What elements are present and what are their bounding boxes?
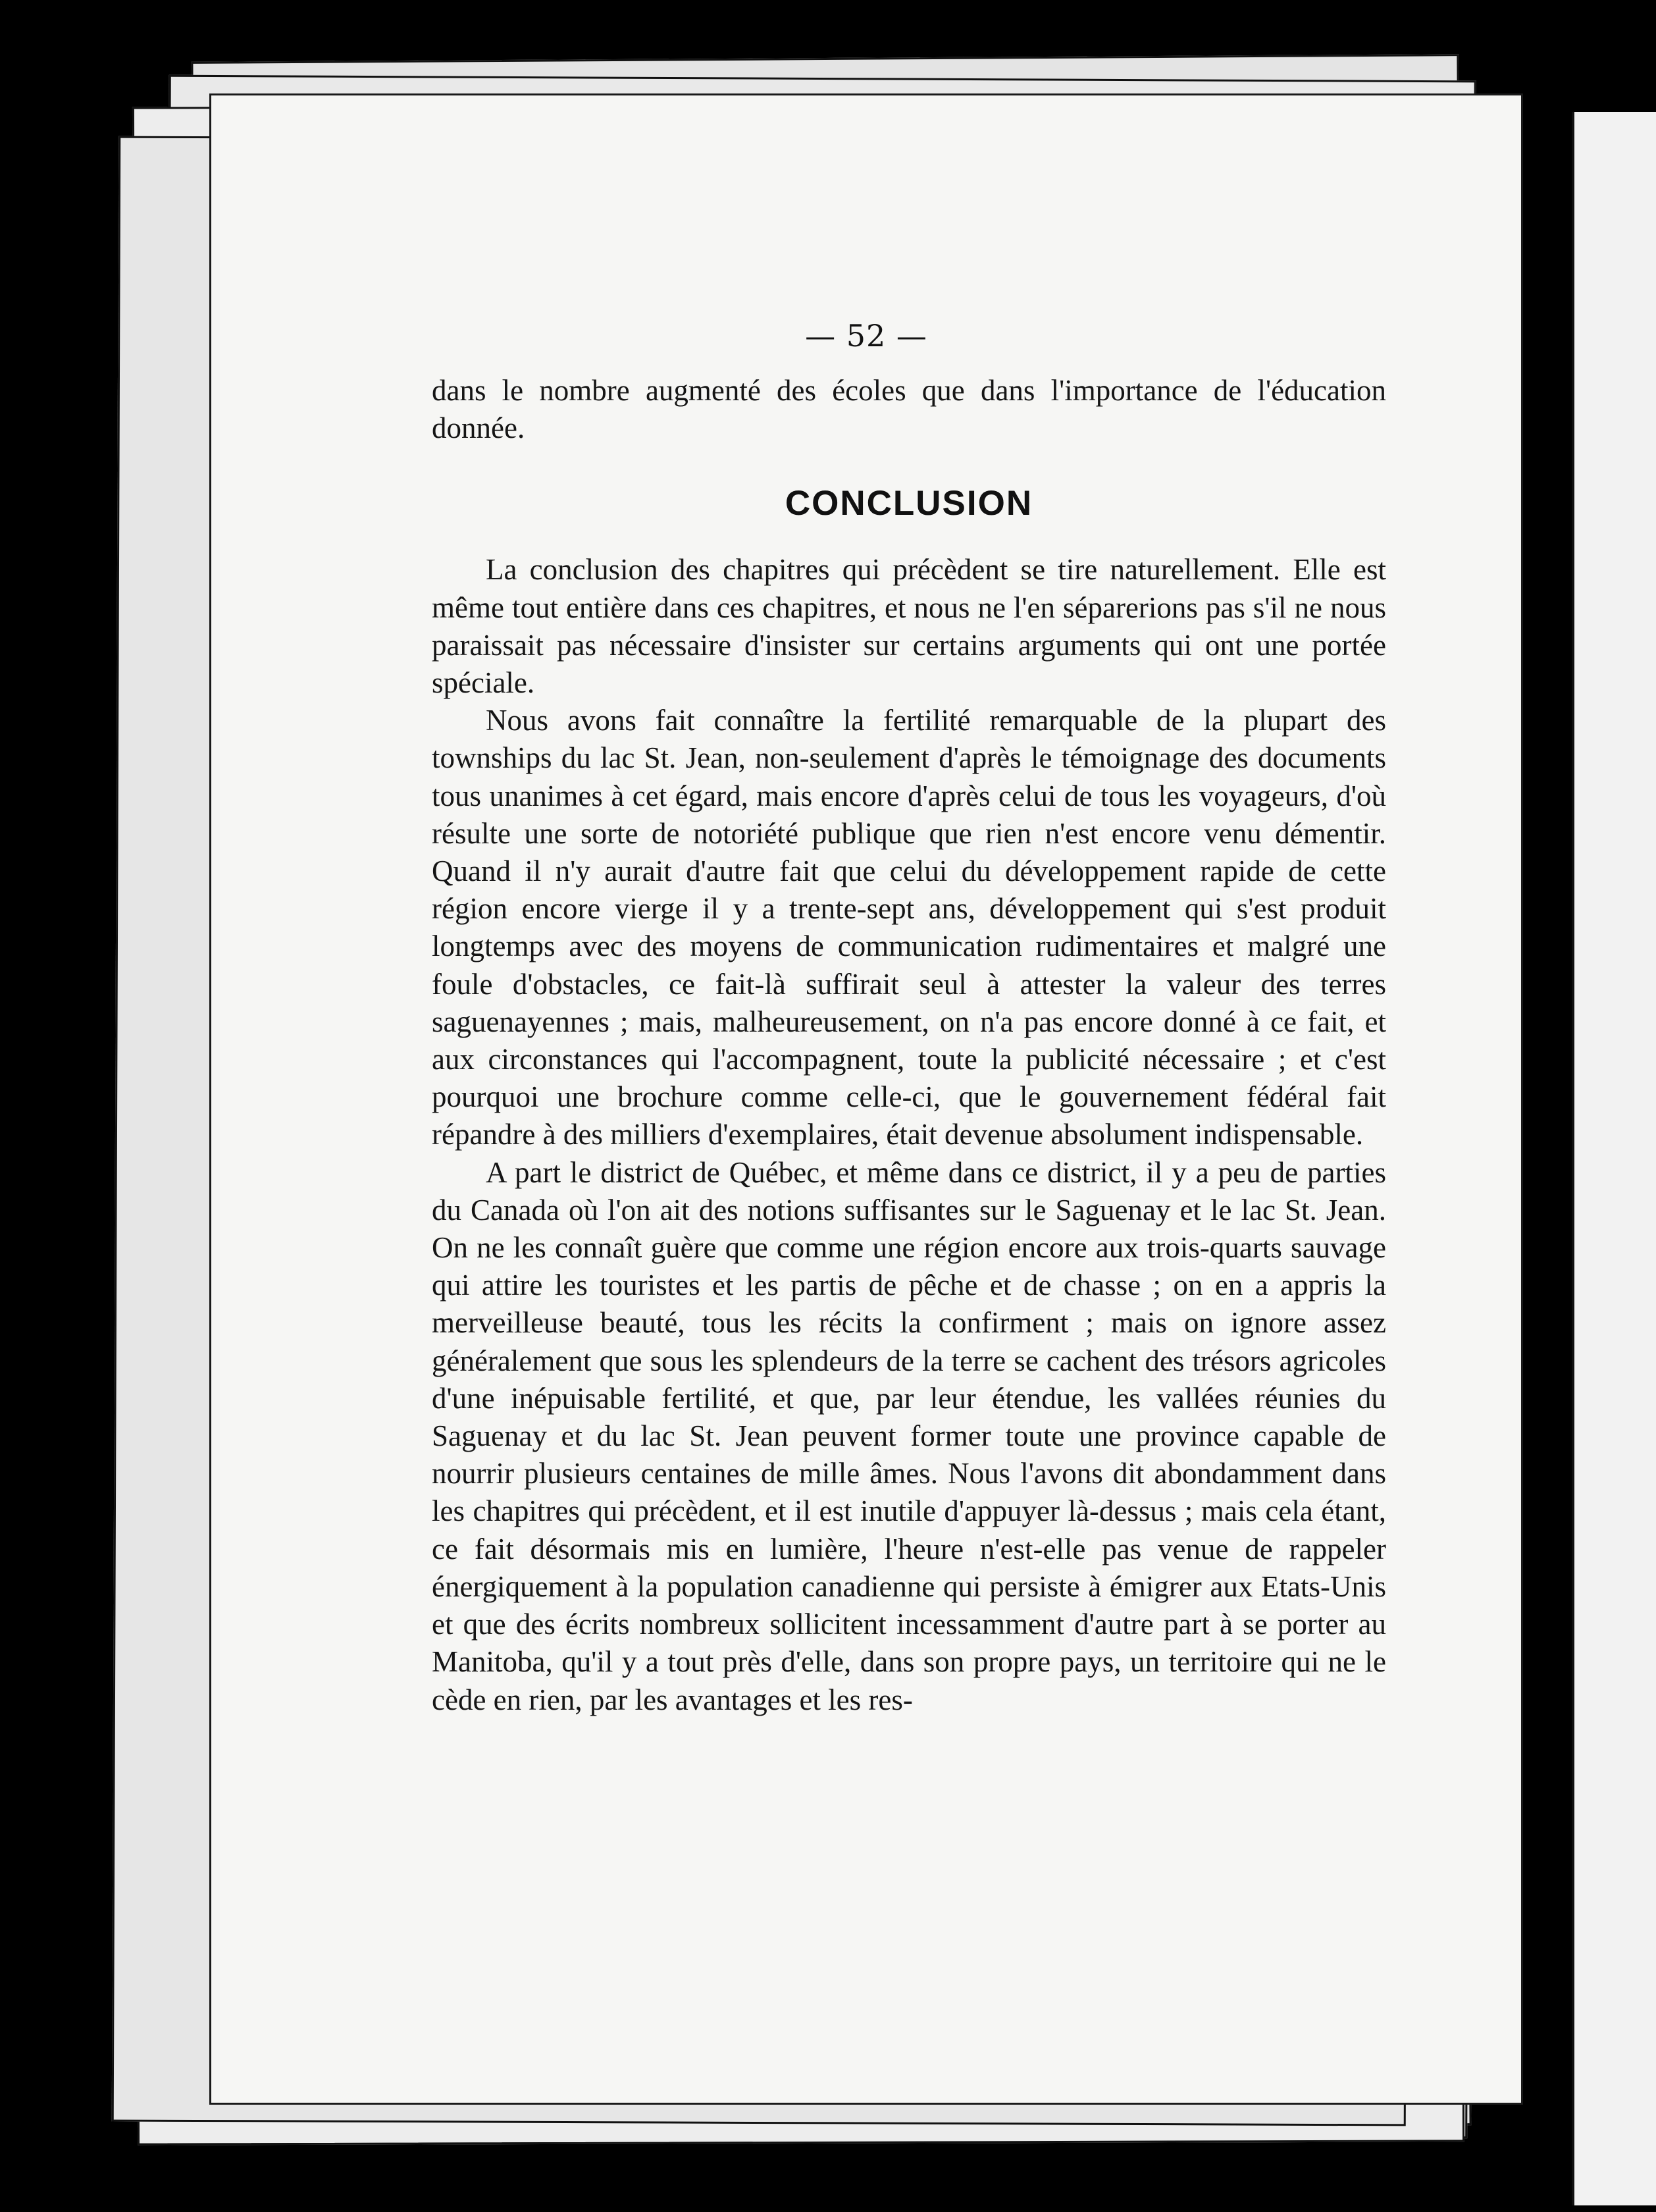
section-heading: CONCLUSION <box>785 484 1033 523</box>
page-number: — 52 — <box>805 318 927 354</box>
opening-paragraph: dans le nombre augmenté des écoles que dans l'importance de l'éducation donnée. <box>432 374 1386 445</box>
paragraph: A part le district de Québec, et même dans ce district, il y a peu de parties du Canada où l'on ait des notions suffisantes sur le Saguenay et le lac St. Jean. On ne les connaît guère que comme une région encore aux trois-quarts sauvage qui attire les touristes et les partis de pêche et de chasse ; on en a appris la merveilleuse beauté, tous les récits la confirment ; mais on ignore assez généralement que sous les splendeurs de la terre se cachent des trésors agricoles d'une inépuisable fertilité, et que, par leur étendue, les vallées réunies du Saguenay et du lac St. Jean peuvent former toute une province capable de nourrir plusieurs centaines de mille âmes. Nous l'avons dit abondamment dans les chapitres qui précèdent, et il est inutile d'appuyer là-dessus ; mais cela étant, ce fait désormais mis en lumière, l'heure n'est-elle pas venue de rappeler énergiquement à la population canadienne qui persiste à émigrer aux Etats-Unis et que des écrits nombreux sollicitent incessamment d'autre part à se porter au Manitoba, qu'il y a tout près d'elle, dans son propre pays, un territoire qui ne le cède en rien, par les avantages et les res- <box>432 1155 1386 1716</box>
adjacent-page-edge <box>1572 112 1656 2205</box>
page-body <box>432 372 1386 1719</box>
paragraph: La conclusion des chapitres qui précèdent se tire naturellement. Elle est même tout entière dans ces chapitres, et nous ne l'en séparerions pas s'il ne nous paraissait pas nécessaire d'insister sur certains arguments qui ont une portée spéciale. <box>432 553 1386 700</box>
document-page <box>209 93 1523 2105</box>
paragraph: Nous avons fait connaître la fertilité remarquable de la plupart des townships du lac St. Jean, non-seulement d'après le témoignage des documents tous unanimes à cet égard, mais encore d'après celui de tous les voyageurs, d'où résulte une sorte de notoriété publique que rien n'est encore venu démentir. Quand il n'y aurait d'autre fait que celui du développement rapide de cette région encore vierge il y a trente-sept ans, développement qui s'est produit longtemps avec des moyens de communication rudimentaires et malgré une foule d'obstacles, ce fait-là suffirait seul à attester la valeur des terres saguenayennes ; mais, malheureusement, on n'a pas encore donné à ce fait, et aux circonstances qui l'accompagnent, toute la publicité nécessaire ; et c'est pourquoi une brochure comme celle-ci, que le gouvernement fédéral fait répandre à des milliers d'exemplaires, était devenue absolument indispensable. <box>432 704 1386 1151</box>
